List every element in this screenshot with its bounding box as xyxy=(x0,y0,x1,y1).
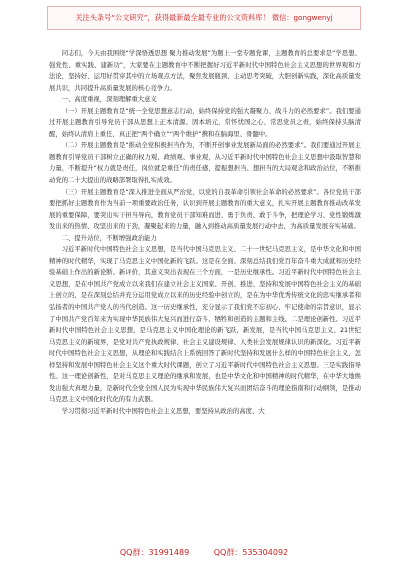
document-body xyxy=(49,48,361,418)
paragraph: 学习贯彻习近平新时代中国特色社会主义思想，要坚持从政治的高度、大 xyxy=(61,407,265,415)
section-heading: 一、高度重视，深刻理解重大意义 xyxy=(61,96,157,104)
paragraph: （一）开展主题教育是“统一全党思想意志行动，始终保持党的强大凝聚力、战斗力的必然要求”。我们要通过开展主题教育引导党员干部从思想上正本清源、固本培元，常怀忧国之心、常思党员之责，始终保持头脑清醒，始终认清肩上重任，真正把“两个确立”“两个维护”携和在脑海里、骨髓中。 xyxy=(49,107,361,138)
paragraph: 习近平新时代中国特色社会主义思想，是当代中国马克思主义、二十一世纪马克思主义，是中华文化和中国精神的时代精华，实现了马克思主义中国化新的飞跃。这是在全面、深刻总结我们党百年奋斗重大成就和历史经验基础上作出的新论断、新评价，其意义突出表现在三个方面，一是历史继承性。习近平新时代中国特色社会主义思想，是在中国共产党成立以来我们在建立社会主义国家、开创、推进、坚持和发展中国特色社会主义的基础上创立的，是在深刻总结并充分运用党成立以来的历史经验中创立的，是在为中华优秀传统文化的忠实继承者和弘扬者的中国共产党人的当代创造。这一历史继承性，充分显示了我们党不忘初心、牢记使命的宗旨意识，显示了中国共产党百年来为实现中华民族伟大复兴而进行奋斗、牺牲和创造的主题和主线。二是理论创新性。习近平新时代中国特色社会主义思想，是马克思主义中国化理论的新飞跃，新发展，是当代中国马克思主义、21世纪马克思主义的新境界，是党对共产党执政规律、社会主义建设规律、人类社会发展规律认识的新深化。习近平新时代中国特色社会主义思想，从理论和实践结合上系统回答了新时代坚持和发展什么样的中国特色社会主义、怎样坚持和发展中国特色社会主义这个重大时代课题，创立了习近平新时代中国特色社会主义思想。三是实践指导性。这一理论创新性，是对马克思主义理论的继承和发展，也是中华文化和中国精神的时代精华，在中华大地焕发出强大真理力量，是新时代全党全国人民为实现中华民族伟大复兴而团结奋斗的理论指南和行动纲领，是推动马克思主义中国化时代化的有力武器。 xyxy=(49,246,361,404)
paragraph: （二）开展主题教育是“推动全党积极担当作为，不断开创事业发展新局面的必然要求”。我们要通过开展主题教育引导党员干部树立正确的权力观、政绩观、事业观，从习近平新时代中国特色社会主义思想中汲取智慧和力量，不断提升“权力就是责任，岗位就是重任”的责任感，提振想担当、想担当的大局观念和政治站位，不断推动党的二十大提出的战略部署取得扎实成效。 xyxy=(49,142,361,185)
section-heading: 二、提升站位，不断增强政治能力 xyxy=(61,234,157,242)
paragraph: （三）开展主题教育是“深入推进全面从严治党，以党的自我革命引领社会革命的必然要求”。各位党员干部要把抓好主题教育作为当前一项重要政治任务，认识到开展主题教育的重大意义，扎实开展主题教育推动改革发展的重要保障，要突出实干担当导向，教育党员干部知难而进、勇于负责、敢于斗争，把理论学习、党性锻炼激发出来的热情、攻坚出来的干劲，凝聚起来的力量，融入到推动高质量发展行动中去，为高质量发展夯实基础。 xyxy=(49,188,361,231)
qq-group-1: QQ群：31991489 xyxy=(119,548,190,557)
banner-text: 关注头条号“公文研究”，获得最新最全最专业的公文资料库！ 微信：gongwenyj xyxy=(75,13,333,22)
qq-group-2: QQ群：535304092 xyxy=(213,548,289,557)
paragraph: 同志们，今天由我围绕“学深悟透思想 聚力推动发展”为题上一堂专题党课，主题教育的总要求是“学思想、强党性、重实践、建新功”，大家要在主题教育中不断把握好习近平新时代中国特色社会主义思想的世界观和方法论，坚持好、运用好贯穿其中的立场观点方法，聚焦发展瓶颈、主动思考突破，大胆创新实践，深化高质量发展共识，共同提升高质量发展的核心竞争力。 xyxy=(49,50,361,92)
header-banner xyxy=(47,6,361,30)
footer-contact xyxy=(0,547,408,558)
